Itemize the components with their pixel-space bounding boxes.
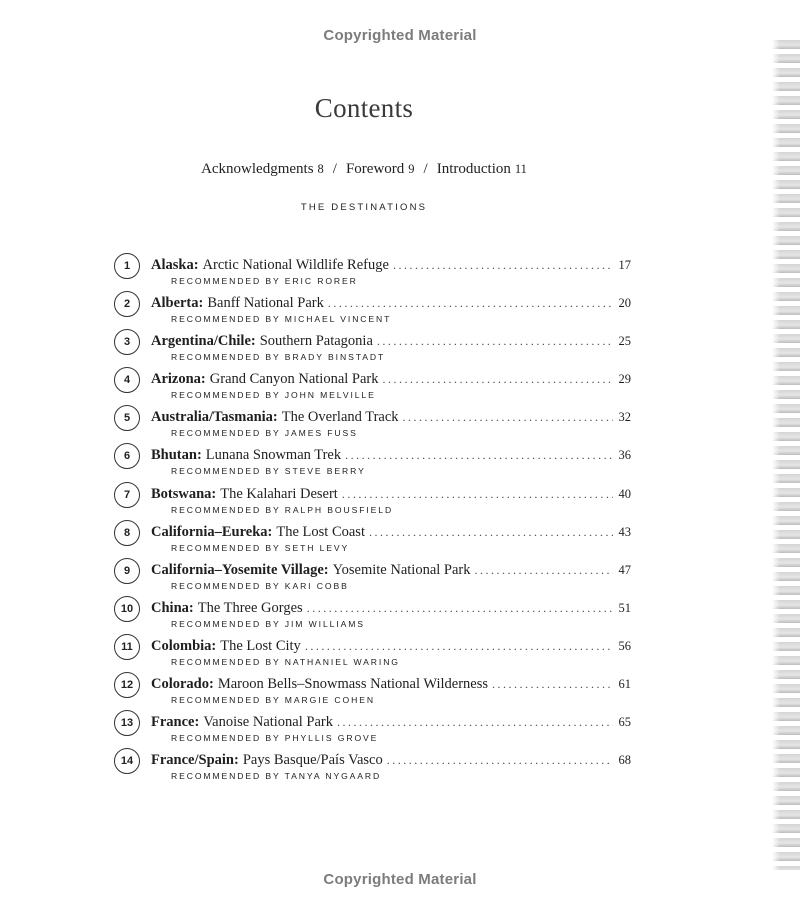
entry-page: 25: [618, 334, 631, 349]
entry-place: California–Eureka:: [151, 523, 273, 540]
separator: /: [332, 161, 337, 177]
entry-place: Colombia:: [151, 637, 217, 654]
entry-number-badge: 6: [114, 443, 140, 469]
entry-place: California–Yosemite Village:: [151, 561, 329, 578]
entry-destination: Grand Canyon National Park: [209, 371, 379, 388]
copyright-watermark-bottom: Copyrighted Material: [323, 871, 477, 888]
leader-dots: [337, 715, 613, 730]
leader-dots: [305, 639, 613, 654]
leader-dots: [475, 563, 614, 578]
leader-dots: [307, 601, 613, 616]
entry-recommended-by: RECOMMENDED BY BRADY BINSTADT: [171, 352, 386, 363]
entry-destination: The Three Gorges: [197, 599, 303, 616]
entry-page: 68: [618, 753, 631, 768]
entry-number-badge: 7: [114, 482, 140, 508]
leader-dots: [387, 753, 613, 768]
entry-recommended-by: RECOMMENDED BY PHYLLIS GROVE: [171, 733, 379, 744]
entry-destination: Vanoise National Park: [203, 714, 333, 731]
entry-number-badge: 4: [114, 367, 140, 393]
entry-recommended-by: RECOMMENDED BY MARGIE COHEN: [171, 695, 375, 706]
entry-destination: Maroon Bells–Snowmass National Wilderness: [217, 676, 489, 693]
leader-dots: [369, 525, 613, 540]
entry-place: Bhutan:: [151, 447, 202, 464]
entry-recommended-by: RECOMMENDED BY RALPH BOUSFIELD: [171, 504, 394, 515]
entry-page: 29: [618, 372, 631, 387]
entry-destination: Lunana Snowman Trek: [205, 447, 342, 464]
entry-destination: Yosemite National Park: [332, 561, 471, 578]
leader-dots: [492, 677, 613, 692]
entry-recommended-by: RECOMMENDED BY STEVE BERRY: [171, 466, 366, 477]
entry-place: Australia/Tasmania:: [151, 409, 278, 426]
entry-place: France:: [151, 714, 200, 731]
leader-dots: [403, 410, 613, 425]
entry-number-badge: 9: [114, 558, 140, 584]
entry-recommended-by: RECOMMENDED BY MICHAEL VINCENT: [171, 314, 392, 325]
entry-number-badge: 10: [114, 596, 140, 622]
toc-entry[interactable]: [114, 482, 634, 520]
front-matter-item[interactable]: Foreword 9: [345, 161, 415, 177]
entry-recommended-by: RECOMMENDED BY TANYA NYGAARD: [171, 771, 382, 782]
entry-place: China:: [151, 599, 194, 616]
entry-recommended-by: RECOMMENDED BY JAMES FUSS: [171, 428, 358, 439]
toc-entries: [114, 253, 634, 786]
toc-entry[interactable]: [114, 405, 634, 443]
leader-dots: [328, 296, 613, 311]
entry-destination: The Kalahari Desert: [220, 485, 338, 502]
toc-entry[interactable]: [114, 253, 634, 291]
separator: /: [423, 161, 428, 177]
entry-destination: Pays Basque/País Vasco: [242, 752, 383, 769]
entry-recommended-by: RECOMMENDED BY NATHANIEL WARING: [171, 656, 400, 667]
entry-page: 20: [618, 296, 631, 311]
entry-page: 56: [618, 638, 631, 653]
entry-page: 61: [618, 677, 631, 692]
front-matter-item[interactable]: Introduction 11: [436, 161, 527, 177]
copyright-watermark-top: Copyrighted Material: [323, 27, 477, 44]
leader-dots: [377, 334, 613, 349]
entry-destination: Southern Patagonia: [259, 333, 373, 350]
entry-place: France/Spain:: [151, 752, 239, 769]
toc-entry[interactable]: [114, 748, 634, 786]
entry-number-badge: 2: [114, 291, 140, 317]
toc-entry[interactable]: [114, 291, 634, 329]
entry-destination: The Lost Coast: [276, 523, 365, 540]
entry-number-badge: 1: [114, 253, 140, 279]
toc-entry[interactable]: [114, 710, 634, 748]
toc-entry[interactable]: [114, 634, 634, 672]
entry-number-badge: 13: [114, 710, 140, 736]
entry-number-badge: 8: [114, 520, 140, 546]
entry-page: 17: [618, 258, 631, 272]
toc-entry[interactable]: [114, 443, 634, 481]
entry-destination: The Lost City: [220, 637, 301, 654]
entry-page: 65: [618, 715, 631, 730]
entry-place: Colorado:: [151, 676, 214, 693]
book-spine-edge: [772, 40, 800, 870]
entry-place: Botswana:: [151, 485, 217, 502]
entry-number-badge: 11: [114, 634, 140, 660]
toc-entry[interactable]: [114, 367, 634, 405]
entry-place: Alaska:: [151, 257, 199, 273]
entry-page: 36: [618, 448, 631, 463]
entry-destination: The Overland Track: [281, 409, 399, 426]
entry-place: Argentina/Chile:: [151, 333, 256, 350]
section-heading: THE DESTINATIONS: [300, 202, 428, 213]
entry-page: 40: [618, 486, 631, 501]
entry-number-badge: 12: [114, 672, 140, 698]
leader-dots: [393, 258, 613, 273]
entry-page: 51: [618, 600, 631, 615]
entry-destination: Arctic National Wildlife Refuge: [202, 257, 389, 273]
entry-page: 32: [618, 410, 631, 425]
toc-entry[interactable]: [114, 672, 634, 710]
entry-place: Arizona:: [151, 371, 206, 388]
entry-place: Alberta:: [151, 295, 204, 312]
page-title: Contents: [314, 93, 414, 123]
entry-number-badge: 5: [114, 405, 140, 431]
entry-recommended-by: RECOMMENDED BY JOHN MELVILLE: [171, 390, 376, 401]
entry-recommended-by: RECOMMENDED BY SETH LEVY: [171, 542, 350, 553]
entry-recommended-by: RECOMMENDED BY ERIC RORER: [171, 276, 358, 286]
entry-number-badge: 3: [114, 329, 140, 355]
leader-dots: [383, 372, 614, 387]
entry-number-badge: 14: [114, 748, 140, 774]
front-matter-line: [0, 161, 728, 178]
entry-page: 43: [618, 524, 631, 539]
leader-dots: [345, 448, 613, 463]
entry-recommended-by: RECOMMENDED BY JIM WILLIAMS: [171, 618, 365, 629]
front-matter-item[interactable]: Acknowledgments 8: [201, 161, 324, 177]
toc-entry[interactable]: [114, 520, 634, 558]
entry-destination: Banff National Park: [207, 295, 324, 312]
entry-recommended-by: RECOMMENDED BY KARI COBB: [171, 580, 349, 591]
toc-entry[interactable]: [114, 558, 634, 596]
entry-page: 47: [618, 562, 631, 577]
toc-entry[interactable]: [114, 329, 634, 367]
toc-entry[interactable]: [114, 596, 634, 634]
leader-dots: [342, 487, 613, 502]
